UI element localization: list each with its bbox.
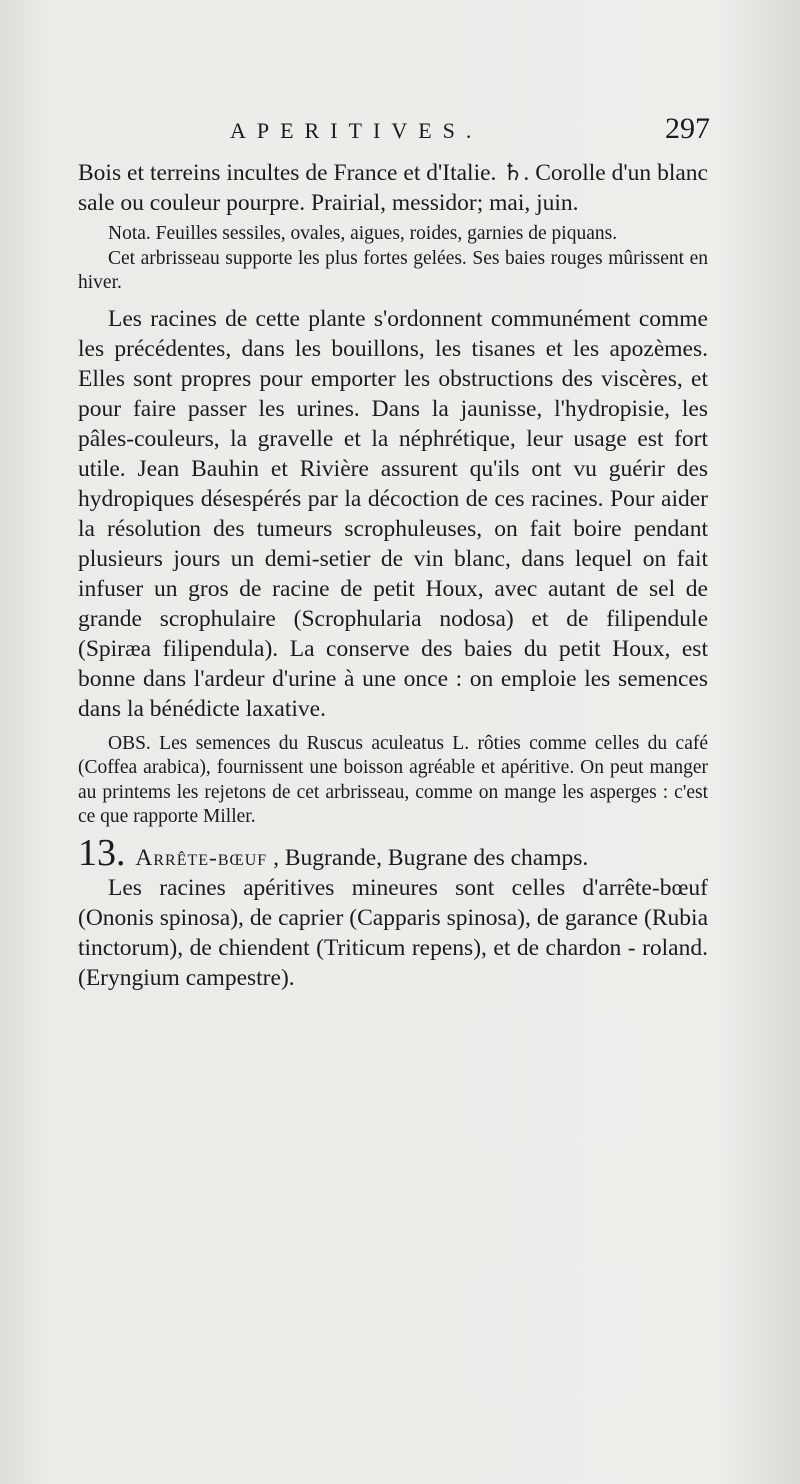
- article-heading: [78, 831, 708, 874]
- paragraph-racines: Les racines apéritives mineures sont celles d'arrête-bœuf (Ononis spinosa), de caprier (Capparis spinosa), de garance (Rubia tinctorum), de chiendent (Triticum repens), et de chardon - roland. (Eryngium campestre).: [78, 874, 708, 991]
- article-title: Arrête-bœuf: [135, 844, 268, 871]
- article-title-rest: , Bugrande, Bugrane des champs.: [273, 844, 589, 871]
- paragraph-habitat: Bois et terreins incultes de France et d'Italie. ♄. Corolle d'un blanc sale ou couleur pourpre. Prairial, messidor; mai, juin.: [78, 160, 708, 216]
- paragraph-usage: Les racines de cette plante s'ordonnent communément comme les précédentes, dans les bouillons, les tisanes et les apozèmes. Elles sont propres pour emporter les obstructions des viscères, et pour faire passer les urines. Dans la jaunisse, l'hydropisie, les pâles-couleurs, la gravelle et la néphrétique, leur usage est fort utile. Jean Bauhin et Rivière assurent qu'ils ont vu guérir des hydropiques désespérés par la décoction de ces racines. Pour aider la résolution des tumeurs scrophuleuses, on fait boire pendant plusieurs jours un demi-setier de vin blanc, dans lequel on fait infuser un gros de racine de petit Houx, avec autant de sel de grande scrophulaire (Scrophularia nodosa) et de filipendule (Spiræa filipendula). La conserve des baies du petit Houx, est bonne dans l'ardeur d'urine à une once : on emploie les semences dans la bénédicte laxative.: [78, 305, 708, 722]
- page-header: [230, 112, 710, 152]
- running-head: APERITIVES.: [230, 118, 483, 143]
- body-text: [78, 158, 708, 993]
- paragraph-obs: OBS. Les semences du Ruscus aculeatus L. rôties comme celles du café (Coffea arabica), fournissent une boisson agréable et apéritive. On peut manger au printems les rejetons de cet arbrisseau, comme on mange les asperges : c'est ce que rapporte Miller.: [78, 732, 708, 827]
- page-number: 297: [665, 112, 710, 145]
- paragraph-nota: Nota. Feuilles sessiles, ovales, aigues, roides, garnies de piquans.: [108, 223, 618, 244]
- paragraph-gelees: Cet arbrisseau supporte les plus fortes gelées. Ses baies rouges mûrissent en hiver.: [78, 247, 708, 293]
- article-number: 13.: [78, 831, 126, 874]
